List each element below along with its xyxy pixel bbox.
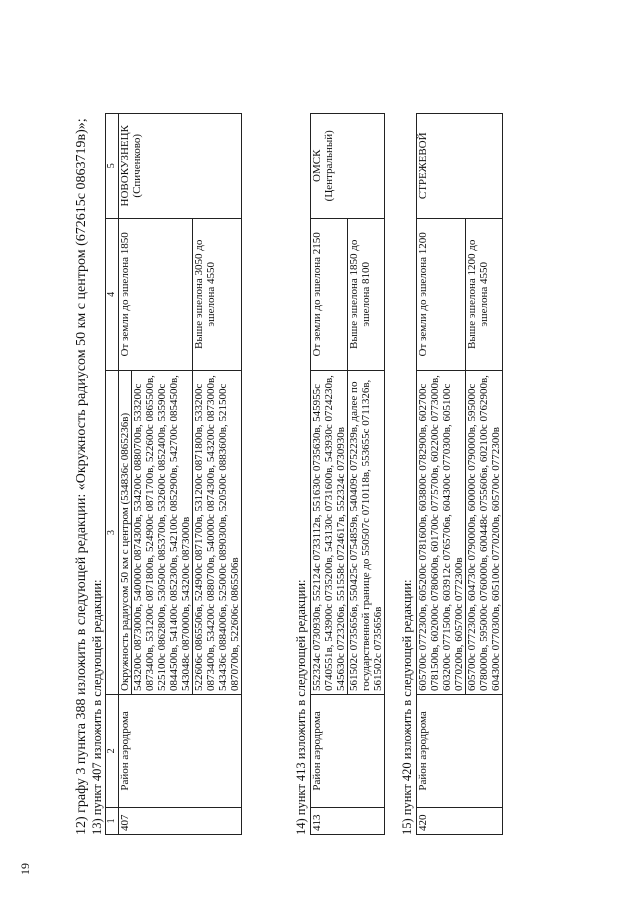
table-420	[416, 113, 503, 835]
column-number-row	[106, 114, 119, 835]
item-number: 413	[311, 807, 385, 834]
city-airport: (Спиченково)	[131, 133, 143, 198]
table-row	[311, 114, 348, 835]
city-name: НОВОКУЗНЕЦК	[119, 125, 131, 207]
altitude-cell: Выше эшелона 3050 до эшелона 4550	[193, 218, 242, 371]
altitude-cell: От земли до эшелона 2150	[311, 218, 348, 371]
table-413	[310, 113, 385, 835]
clause-15: 15) пункт 420 изложить в следующей редакции:	[400, 579, 414, 835]
altitude-cell: Выше эшелона 1850 до эшелона 8100	[348, 218, 385, 371]
column-number: 4	[106, 218, 119, 371]
clause-14: 14) пункт 413 изложить в следующей редакции:	[294, 579, 308, 835]
area-type: Район аэродрома	[417, 695, 503, 808]
coordinates-cell: 605700с 0772300в, 604730с 0790000в, 600000с 0790000в, 595000с 0780000в, 595000с 0760000в, 600448с 0755606в, 602100с 0762900в, 604300с 0770300в, 605100с 0770200в, 605700с 0772300в	[466, 371, 503, 695]
coordinates-cell: 552324с 0730930в, 552124с 0733112в, 551630с 0735630в, 545955с 0740551в, 543900с 0735200в, 543130с 0731600в, 543930с 0724230в, 545630с 0723206в, 551558с 0724617в, 552324с 0730930в	[311, 371, 348, 695]
city-cell	[119, 114, 242, 219]
coordinates-cell: 561502с 0735656в, 550425с 0754859в, 540409с 0752239в, далее по государственной границе до 550507с 0710118в, 553655с 0711326в, 561502с 0735656в	[348, 371, 385, 695]
page-number: 19	[18, 863, 32, 875]
area-type: Район аэродрома	[119, 695, 242, 808]
column-number: 2	[106, 695, 119, 808]
altitude-cell: Выше эшелона 1200 до эшелона 4550	[466, 218, 503, 371]
coordinates-cell: 605700с 0772300в, 605200с 0781600в, 603800с 0782900в, 602700с 0781500в, 602000с 0780600в, 601700с 0775700в, 602200с 0773000в, 603200с 0771500в, 603912с 0765706в, 604300с 0770300в, 605100с 0770200в, 605700с 0772300в	[417, 371, 466, 695]
city-cell	[417, 114, 503, 219]
item-number: 407	[119, 807, 242, 834]
column-number: 1	[106, 807, 119, 834]
altitude-cell: От земли до эшелона 1200	[417, 218, 466, 371]
column-number: 3	[106, 371, 119, 695]
city-name: ОМСК	[311, 149, 323, 182]
city-cell	[311, 114, 385, 219]
coordinates-cell: Окружность радиусом 50 км с центром (534836с 0865236в)	[119, 371, 132, 695]
altitude-cell: От земли до эшелона 1850	[119, 218, 193, 371]
city-name: СТРЕЖЕВОЙ	[417, 132, 429, 200]
coordinates-cell: 543200с 0873000в, 540000с 0874300в, 534200с 0880700в, 533200с 0873400в, 531200с 0871800в, 524900с 0871700в, 522600с 0865500в, 525100с 0862800в, 530500с 0853700в, 532600с 0852400в, 535900с 0844500в, 541400с 0852300в, 542100с 0852900в, 542700с 0854500в, 543048с 0870000в, 543200с 0873000в	[132, 371, 193, 695]
coordinates-cell: 522606с 0865506в, 524900с 0871700в, 531200с 0871800в, 533200с 0873400в, 534200с 0880700в, 540000с 0874300в, 543200с 0873000в, 543436с 0884006в, 525000с 0890300в, 520500с 0883600в, 521500с 0870700в, 522606с 0865506в	[193, 371, 242, 695]
clause-13: 13) пункт 407 изложить в следующей редакции:	[90, 579, 104, 835]
area-type: Район аэродрома	[311, 695, 385, 808]
table-407	[105, 113, 242, 835]
city-airport: (Центральный)	[323, 130, 335, 202]
item-number: 420	[417, 807, 503, 834]
table-row	[417, 114, 466, 835]
clause-12: 12) графу 3 пункта 388 изложить в следующей редакции: «Окружность радиусом 50 км с центром (672615с 0863719в)»;	[74, 118, 89, 835]
column-number: 5	[106, 114, 119, 219]
table-row	[119, 114, 132, 835]
